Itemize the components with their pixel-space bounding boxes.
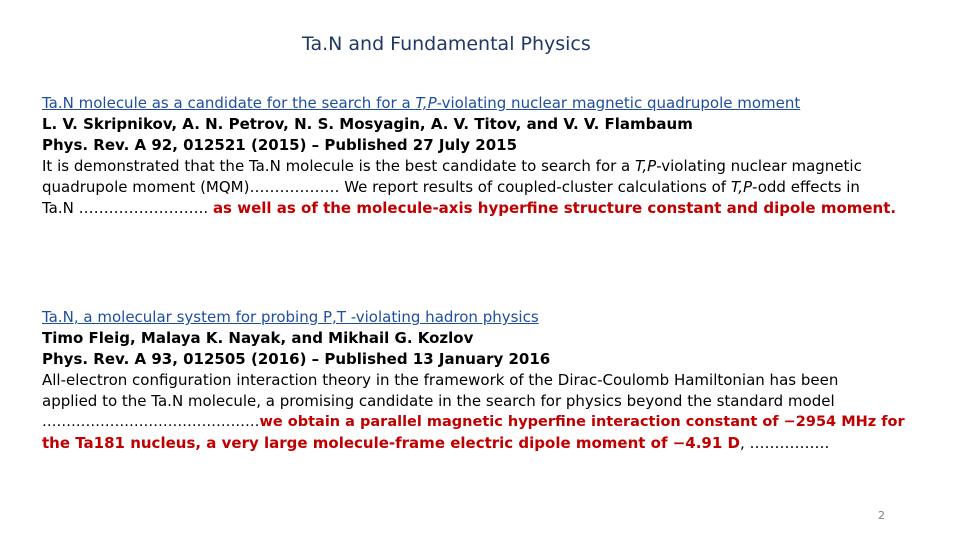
paper-2-abstract-line-4 [42,433,932,454]
paper-2-authors: Timo Fleig, Malaya K. Nayak, and Mikhail G. Kozlov [42,329,474,347]
paper-1-abstract-text: quadrupole moment (MQM)……………… We report results of coupled-cluster calculations of [42,178,731,196]
page-number: 2 [878,509,885,522]
paper-2-highlight: the Ta181 nucleus, a very large molecule-frame electric dipole moment of −4.91 D [42,434,740,452]
paper-1-abstract-italic: T,P [730,178,753,196]
paper-1-abstract-text: It is demonstrated that the Ta.N molecule is the best candidate to search for a [42,157,636,175]
paper-2-title-link[interactable]: Ta.N, a molecular system for probing P,T -violating hadron physics [42,308,539,326]
paper-1-abstract-text: -odd effects in [752,178,860,196]
paper-2-highlight: we obtain a parallel magnetic hyperfine interaction constant of −2954 MHz for [259,414,905,430]
paper-1-title-link[interactable] [42,93,932,114]
paper-1-authors: L. V. Skripnikov, A. N. Petrov, N. S. Mosyagin, A. V. Titov, and V. V. Flambaum [42,115,693,133]
paper-1-abstract-line-3 [42,198,932,219]
paper-1-highlight: as well as of the molecule-axis hyperfine structure constant and dipole moment. [212,199,897,217]
paper-1-abstract-italic: T,P [635,157,657,175]
paper-1-title-italic: T,P [415,94,437,112]
paper-1-abstract-line-1 [42,156,932,177]
paper-1-title-pre: Ta.N molecule as a candidate for the search for a [42,94,416,112]
paper-1-title-post: -violating nuclear magnetic quadrupole moment [436,94,801,112]
paper-entry-1 [42,93,932,219]
paper-2-abstract-line-2: applied to the Ta.N molecule, a promising candidate in the search for physics beyond the standard model [42,392,835,410]
paper-1-abstract-text: Ta.N …………………….. [42,199,213,217]
paper-1-abstract-text: -violating nuclear magnetic [656,157,862,175]
paper-2-abstract-text: , ……………. [739,434,830,452]
paper-2-abstract-text: ……………………………………… [42,414,260,430]
paper-entry-2 [42,307,932,454]
paper-1-abstract-line-2 [42,177,932,198]
paper-2-abstract-line-3 [42,412,932,433]
paper-1-citation: Phys. Rev. A 92, 012521 (2015) – Published 27 July 2015 [42,136,518,154]
paper-2-abstract-line-1: All-electron configuration interaction theory in the framework of the Dirac-Coulomb Hamiltonian has been [42,371,839,389]
slide-title: Ta.N and Fundamental Physics [302,33,591,55]
paper-2-citation: Phys. Rev. A 93, 012505 (2016) – Published 13 January 2016 [42,350,551,368]
